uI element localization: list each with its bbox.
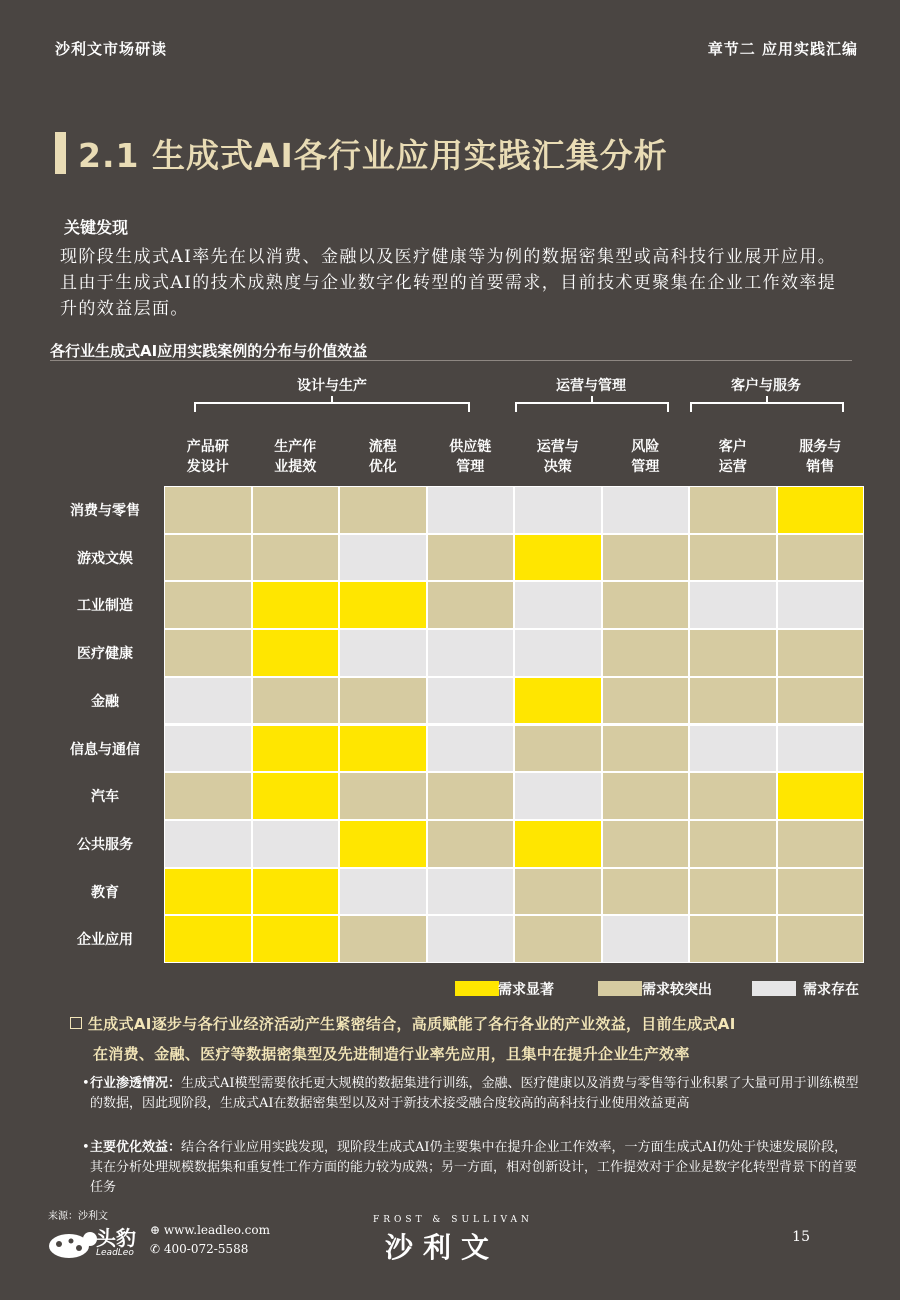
heatmap-cell bbox=[690, 535, 776, 581]
heatmap-cell bbox=[515, 582, 601, 628]
source-note: 来源：沙利文 bbox=[48, 1211, 108, 1222]
legend-swatch-high bbox=[455, 981, 499, 996]
heatmap-cell bbox=[340, 487, 426, 533]
heatmap-cell bbox=[603, 869, 689, 915]
checkbox-icon bbox=[70, 1017, 82, 1029]
heatmap-cell bbox=[165, 678, 251, 724]
row-header: 工业制造 bbox=[77, 598, 133, 615]
heatmap-cell bbox=[515, 916, 601, 962]
header-right: 章节二 应用实践汇编 bbox=[707, 40, 858, 58]
heatmap-cell bbox=[428, 630, 514, 676]
column-header: 服务与 销售 bbox=[799, 439, 842, 475]
heatmap-cell bbox=[340, 630, 426, 676]
bullet-label: 行业渗透情况： bbox=[90, 1076, 182, 1091]
brand-english: FROST & SULLIVAN bbox=[373, 1215, 533, 1225]
heatmap-cell bbox=[428, 678, 514, 724]
heatmap-cell bbox=[603, 821, 689, 867]
heatmap-cell bbox=[253, 916, 339, 962]
chart-title-rule bbox=[50, 360, 852, 361]
column-header: 产品研 发设计 bbox=[186, 439, 229, 475]
heatmap-cell bbox=[253, 582, 339, 628]
group-label-customer-service: 客户与服务 bbox=[731, 378, 801, 394]
heatmap-cell bbox=[603, 773, 689, 819]
key-findings-heading: 关键发现 bbox=[64, 218, 129, 237]
heatmap-cell bbox=[603, 487, 689, 533]
bullet-text: 结合各行业应用实践发现，现阶段生成式AI仍主要集中在提升企业工作效率，一方面生成式AI仍处于快速发展阶段，其在分析处理规模数据集和重复性工作方面的能力较为成熟；另一方面，相对创新设计，工作提效对于企业是数字化转型背景下的首要任务 bbox=[90, 1140, 858, 1195]
row-header: 游戏文娱 bbox=[77, 550, 133, 567]
heatmap-cell bbox=[515, 821, 601, 867]
heatmap-cell bbox=[165, 916, 251, 962]
row-header: 汽车 bbox=[91, 789, 119, 806]
heatmap-cell bbox=[428, 487, 514, 533]
heatmap-cell bbox=[340, 678, 426, 724]
heatmap-cell bbox=[428, 821, 514, 867]
row-header: 公共服务 bbox=[77, 836, 133, 853]
logo-english: LeadLeo bbox=[96, 1248, 134, 1258]
row-header: 企业应用 bbox=[77, 932, 133, 949]
heatmap-cell bbox=[515, 678, 601, 724]
row-header: 消费与零售 bbox=[70, 503, 140, 519]
column-header: 风险 管理 bbox=[631, 439, 660, 475]
legend-label-medium: 需求较突出 bbox=[642, 982, 712, 998]
heatmap-cell bbox=[428, 869, 514, 915]
heatmap-cell bbox=[603, 678, 689, 724]
column-header: 生产作 业提效 bbox=[274, 439, 317, 475]
key-findings-text: 现阶段生成式AI率先在以消费、金融以及医疗健康等为例的数据密集型或高科技行业展开应用。且由于生成式AI的技术成熟度与企业数字化转型的首要需求，目前技术更聚集在企业工作效率提升的效益层面。 bbox=[60, 247, 837, 319]
heatmap-cell bbox=[340, 869, 426, 915]
heatmap-cell bbox=[340, 916, 426, 962]
heatmap-cell bbox=[515, 773, 601, 819]
phone-number: ✆ 400-072-5588 bbox=[150, 1242, 249, 1256]
heatmap-cell bbox=[778, 630, 864, 676]
heatmap-cell bbox=[603, 726, 689, 772]
heatmap-cell bbox=[428, 916, 514, 962]
heatmap-grid bbox=[164, 486, 864, 963]
legend-swatch-medium bbox=[598, 981, 642, 996]
heatmap-cell bbox=[603, 582, 689, 628]
highlight-line-2: 在消费、金融、医疗等数据密集型及先进制造行业率先应用，且集中在提升企业生产效率 bbox=[93, 1045, 690, 1063]
leopard-logo-icon bbox=[45, 1226, 99, 1260]
heatmap-cell bbox=[253, 821, 339, 867]
heatmap-cell bbox=[340, 726, 426, 772]
header-left: 沙利文市场研读 bbox=[55, 40, 168, 58]
column-header: 客户 运营 bbox=[718, 439, 747, 475]
heatmap-cell bbox=[340, 821, 426, 867]
heatmap-cell bbox=[253, 869, 339, 915]
heatmap-cell bbox=[603, 630, 689, 676]
heatmap-cell bbox=[428, 535, 514, 581]
heatmap-cell bbox=[778, 773, 864, 819]
heatmap-cell bbox=[253, 487, 339, 533]
heatmap-cell bbox=[603, 916, 689, 962]
heatmap-cell bbox=[165, 630, 251, 676]
phone-icon: ✆ bbox=[150, 1242, 164, 1256]
heatmap-cell bbox=[515, 726, 601, 772]
heatmap-cell bbox=[253, 535, 339, 581]
row-header: 教育 bbox=[91, 884, 119, 901]
brand-chinese: 沙利文 bbox=[385, 1231, 500, 1264]
page-title: 2.1 生成式AI各行业应用实践汇集分析 bbox=[78, 136, 668, 175]
heatmap-cell bbox=[778, 821, 864, 867]
heatmap-cell bbox=[340, 773, 426, 819]
group-brace-operations-management bbox=[515, 402, 669, 412]
group-label-design-production: 设计与生产 bbox=[297, 378, 367, 394]
website[interactable]: ⊕ www.leadleo.com bbox=[150, 1223, 270, 1237]
heatmap-cell bbox=[778, 726, 864, 772]
bullet-text: 生成式AI模型需要依托更大规模的数据集进行训练，金融、医疗健康以及消费与零售等行业积累了大量可用于训练模型的数据，因此现阶段，生成式AI在数据密集型以及对于新技术接受融合度较高的高科技行业使用效益更高 bbox=[90, 1076, 859, 1111]
heatmap-cell bbox=[778, 916, 864, 962]
heatmap-cell bbox=[253, 678, 339, 724]
row-header: 信息与通信 bbox=[70, 741, 140, 758]
heatmap-cell bbox=[428, 726, 514, 772]
heatmap-cell bbox=[778, 582, 864, 628]
heatmap-cell bbox=[690, 582, 776, 628]
bullet-label: 主要优化效益： bbox=[90, 1140, 182, 1155]
row-header: 金融 bbox=[91, 693, 119, 710]
column-header: 供应链 管理 bbox=[449, 439, 492, 475]
heatmap-cell bbox=[603, 535, 689, 581]
legend-swatch-low bbox=[752, 981, 796, 996]
logo-chinese: 头豹 bbox=[96, 1226, 136, 1250]
heatmap-cell bbox=[428, 582, 514, 628]
group-label-operations-management: 运营与管理 bbox=[556, 378, 626, 394]
heatmap-cell bbox=[690, 821, 776, 867]
heatmap-cell bbox=[253, 630, 339, 676]
heatmap-cell bbox=[690, 773, 776, 819]
group-brace-design-production bbox=[194, 402, 470, 412]
heatmap-cell bbox=[253, 773, 339, 819]
chart-title: 各行业生成式AI应用实践案例的分布与价值效益 bbox=[50, 342, 368, 360]
heatmap-cell bbox=[340, 535, 426, 581]
heatmap-cell bbox=[515, 487, 601, 533]
column-header: 运营与 决策 bbox=[536, 439, 579, 475]
heatmap-cell bbox=[690, 678, 776, 724]
legend-label-low: 需求存在 bbox=[803, 982, 859, 998]
heatmap-cell bbox=[778, 535, 864, 581]
bullet-dot-icon: • bbox=[82, 1140, 90, 1155]
page-number: 15 bbox=[792, 1229, 810, 1245]
heatmap-cell bbox=[165, 582, 251, 628]
heatmap-cell bbox=[690, 916, 776, 962]
heatmap-cell bbox=[165, 726, 251, 772]
globe-icon: ⊕ bbox=[150, 1223, 164, 1237]
heatmap-cell bbox=[165, 821, 251, 867]
highlight-line-1 bbox=[70, 1010, 870, 1038]
title-marker bbox=[55, 132, 66, 174]
heatmap-cell bbox=[340, 582, 426, 628]
row-header: 医疗健康 bbox=[77, 646, 133, 663]
heatmap-cell bbox=[428, 773, 514, 819]
heatmap-cell bbox=[165, 773, 251, 819]
heatmap-cell bbox=[515, 869, 601, 915]
heatmap-cell bbox=[515, 535, 601, 581]
bullet-industry-penetration bbox=[82, 1074, 860, 1114]
heatmap-cell bbox=[690, 726, 776, 772]
heatmap-cell bbox=[778, 678, 864, 724]
bullet-main-benefit bbox=[82, 1138, 860, 1198]
legend-label-high: 需求显著 bbox=[498, 982, 554, 998]
heatmap-cell bbox=[778, 487, 864, 533]
heatmap-cell bbox=[165, 487, 251, 533]
highlight-text-1: 生成式AI逐步与各行业经济活动产生紧密结合，高质赋能了各行各业的产业效益，目前生成式AI bbox=[88, 1015, 736, 1033]
heatmap-cell bbox=[778, 869, 864, 915]
heatmap-cell bbox=[690, 630, 776, 676]
bullet-dot-icon: • bbox=[82, 1076, 90, 1091]
heatmap-cell bbox=[253, 726, 339, 772]
heatmap-cell bbox=[690, 487, 776, 533]
column-header: 流程 优化 bbox=[368, 439, 397, 475]
group-brace-customer-service bbox=[690, 402, 844, 412]
heatmap-cell bbox=[515, 630, 601, 676]
heatmap-cell bbox=[165, 869, 251, 915]
heatmap-cell bbox=[690, 869, 776, 915]
heatmap-cell bbox=[165, 535, 251, 581]
